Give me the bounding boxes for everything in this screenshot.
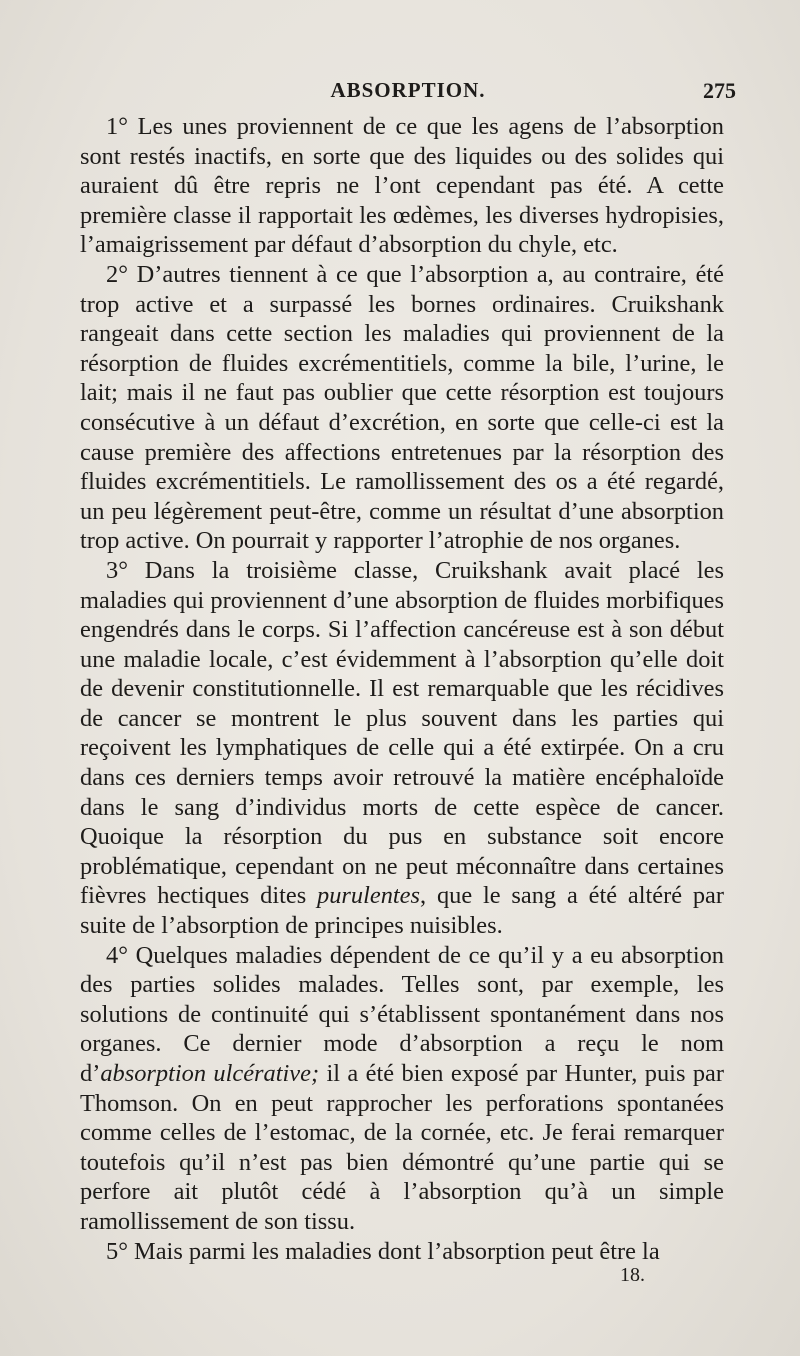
italic-term: purulentes (317, 882, 421, 910)
paragraph-3 (80, 556, 724, 941)
body-text (80, 112, 724, 1266)
paragraph-4 (80, 941, 724, 1237)
paragraph-2 (80, 260, 724, 556)
signature-mark: 18. (620, 1264, 645, 1286)
paragraph-text: il a été bien exposé par Hunter, puis par Thomson. On en peut rapprocher les perforations spontanées comme celles de l’estomac, de la cornée, etc. Je ferai remarquer toutefois qu’il n’est pas bien démontré qu’une partie qui se perfore ait plutôt cédé à l’absorption qu’à un simple ramollissement de son tissu. (80, 1060, 724, 1235)
running-title: ABSORPTION. (330, 78, 486, 102)
paragraph-text: 1° Les unes proviennent de ce que les agens de l’absorption sont restés inactifs, en sorte que des liquides ou des solides qui auraient dû être repris ne l’ont cependant pas été. A cette première classe il rapportait les œdèmes, les diverses hydropisies, l’amaigrissement par défaut d’absorption du chyle, etc. (80, 113, 724, 259)
paragraph-text: 5° Mais parmi les maladies dont l’absorption peut être la (106, 1237, 660, 1265)
paragraph-1 (80, 112, 724, 260)
page-number: 275 (703, 78, 736, 103)
paragraph-text: 3° Dans la troisième classe, Cruikshank avait placé les maladies qui proviennent d’une absorption de fluides morbifiques engendrés dans le corps. Si l’affection cancéreuse est à son début une maladie locale, c’est évidemment à l’absorption qu’elle doit de devenir constitutionnelle. Il est remarquable que les récidives de cancer se montrent le plus souvent dans les parties qui reçoivent les lymphatiques de celle qui a été extirpée. On a cru dans ces derniers temps avoir retrouvé la matière encéphaloïde dans le sang d’individus morts de cette espèce de cancer. Quoique la résorption du pus en substance soit encore problématique, cependant on ne peut méconnaître dans certaines fièvres hectiques dites (80, 556, 724, 910)
paragraph-text: 2° D’autres tiennent à ce que l’absorption a, au contraire, été trop active et a surpassé les bornes ordinaires. Cruikshank rangeait dans cette section les maladies qui proviennent de la résorption de fluides excrémentitiels, comme la bile, l’urine, le lait; mais il ne faut pas oublier que cette résorption est toujours consécutive à un défaut d’excrétion, en sorte que celle-ci est la cause première des affections entretenues par la résorption des fluides excrémentitiels. Le ramollissement des os a été regardé, un peu légèrement peut-être, comme un résultat d’une absorption trop active. On pourrait y rapporter l’atrophie de nos organes. (80, 260, 724, 555)
paragraph-text: , que le sang a été altéré par suite de l’absorption de principes nuisibles. (80, 882, 725, 940)
italic-term: absorption ulcérative; (100, 1060, 320, 1087)
page-header (80, 78, 736, 108)
paragraph-text: 4° Quelques maladies dépendent de ce qu’il y a eu absorption des parties solides malades. Telles sont, par exemple, les solutions de continuité qui s’établissent spontanément dans nos organes. Ce dernier mode d’absorption a reçu le nom d’ (80, 941, 724, 1087)
paragraph-5 (80, 1237, 724, 1267)
